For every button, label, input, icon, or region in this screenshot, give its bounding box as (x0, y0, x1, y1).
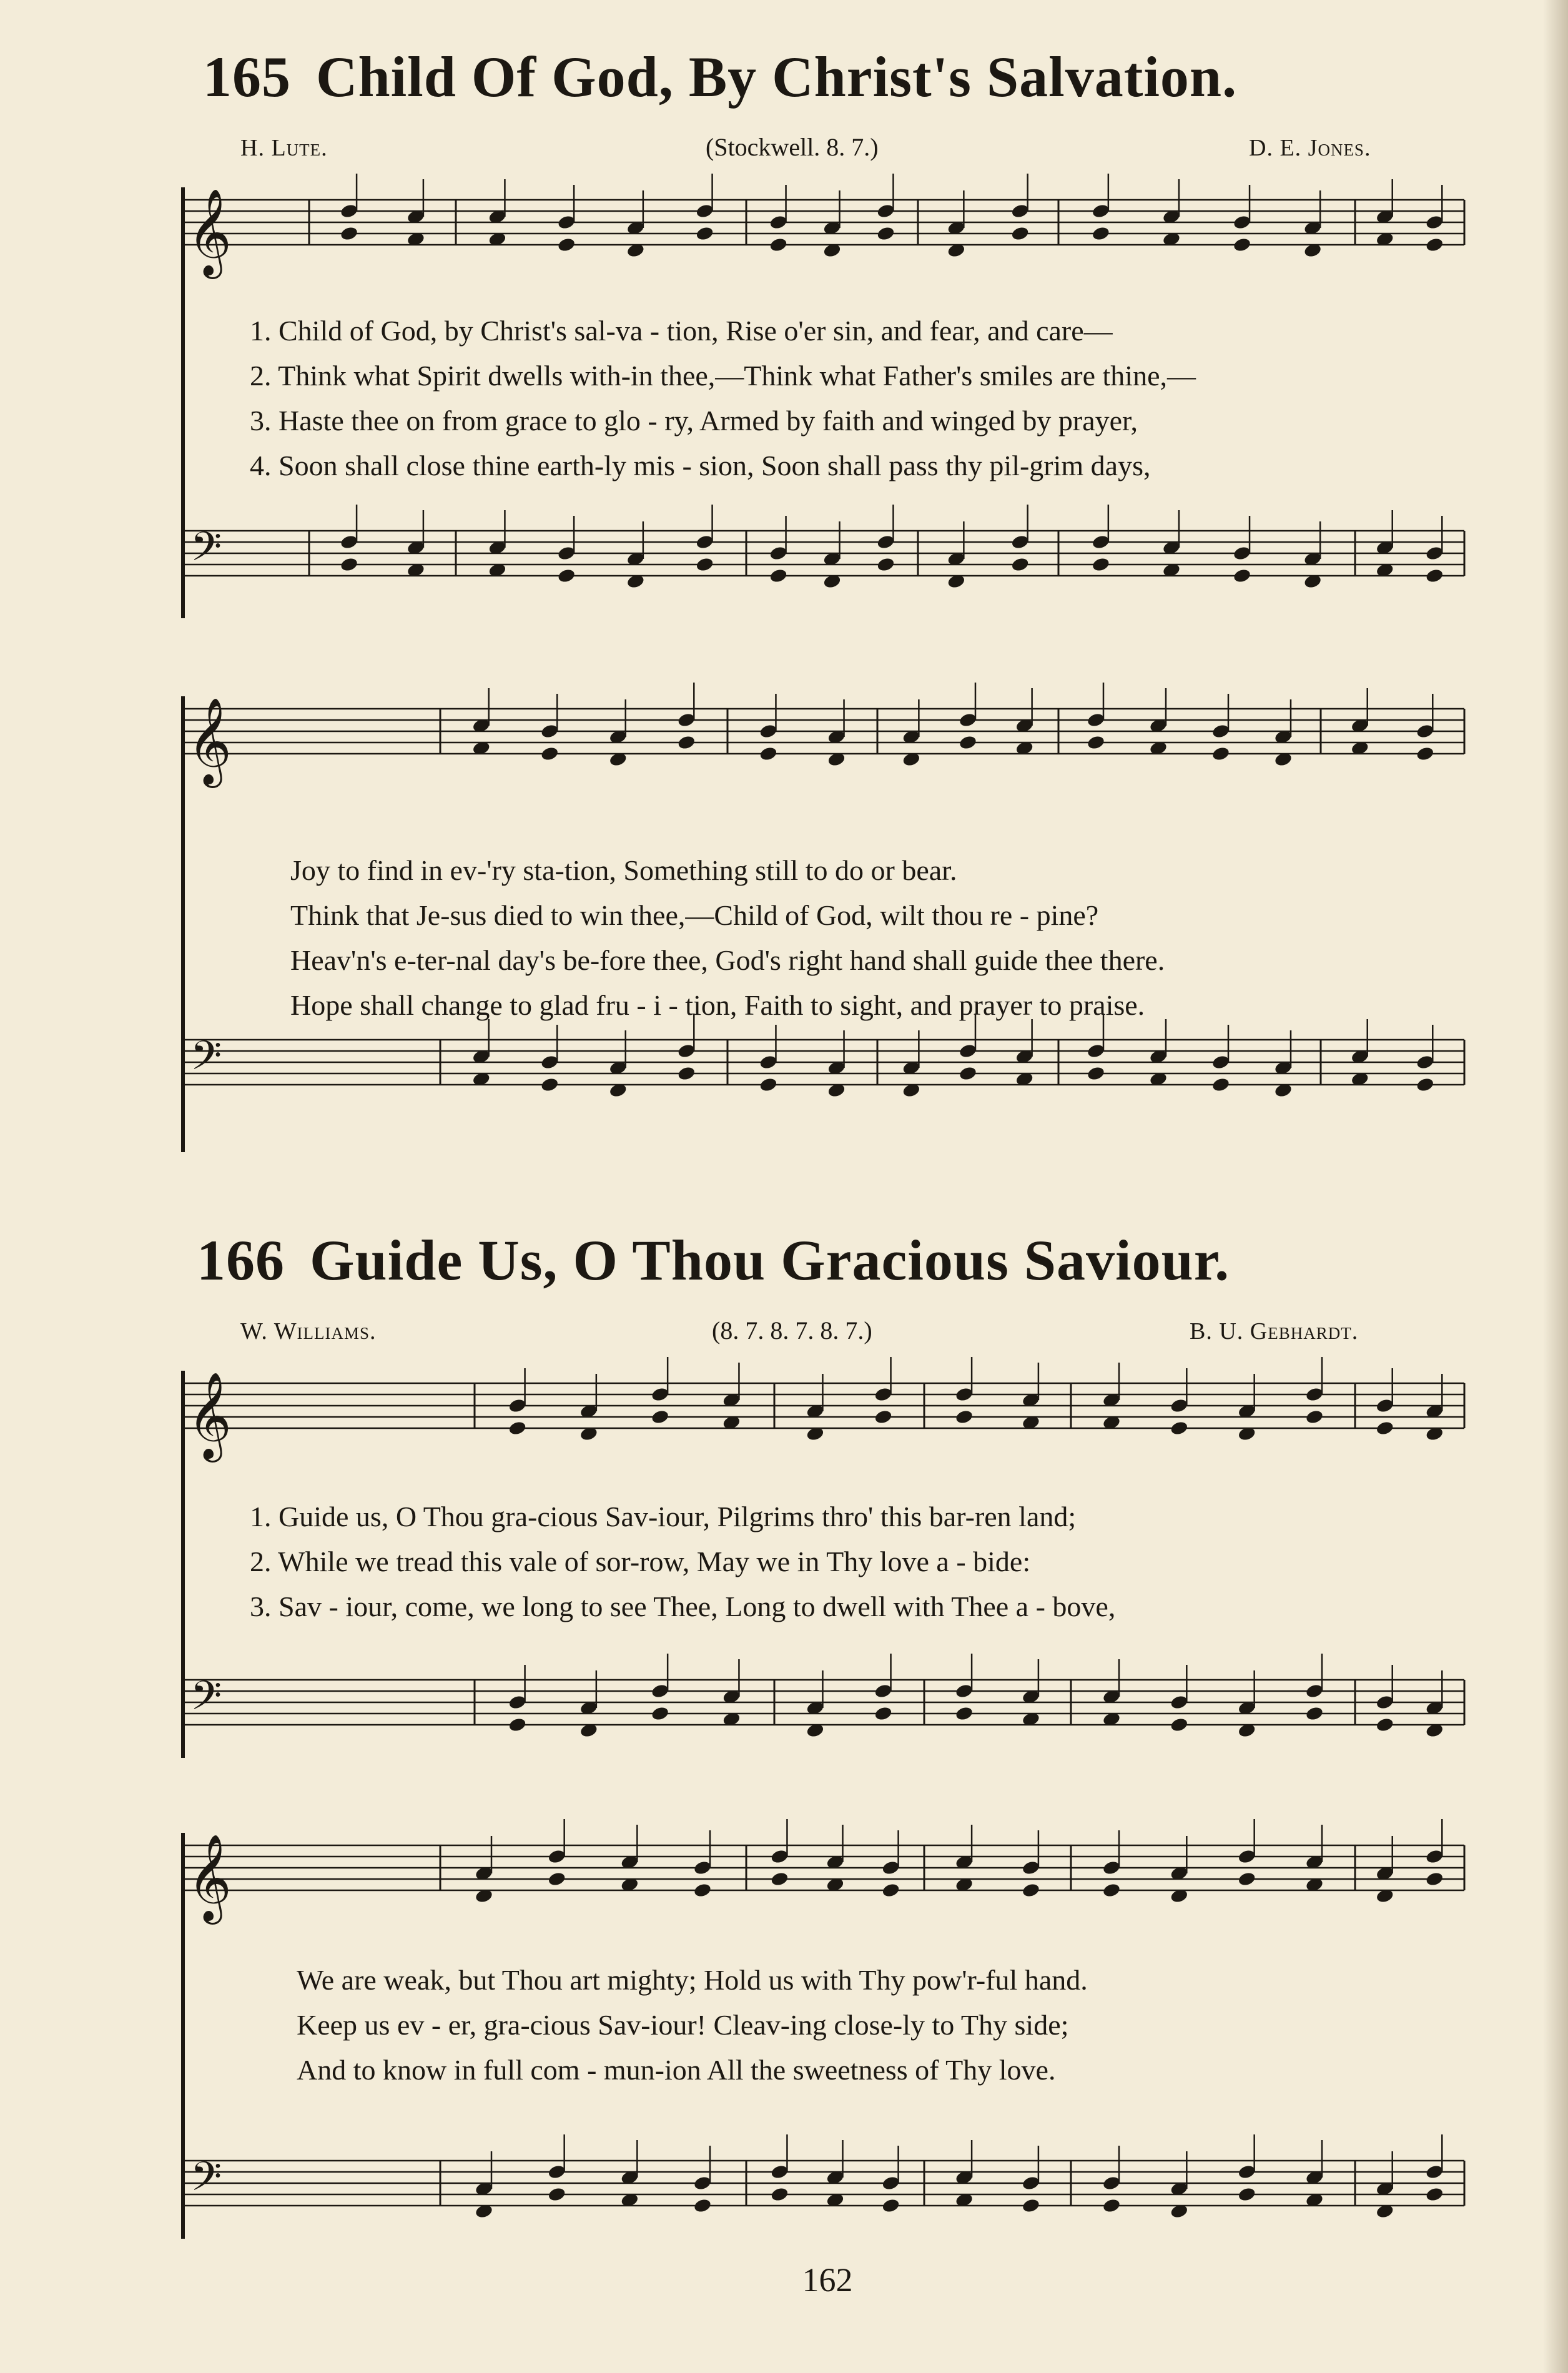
note-head (1010, 556, 1030, 573)
note-head (770, 2186, 789, 2203)
note-head (769, 214, 788, 230)
note-head (1416, 1054, 1435, 1070)
note-head (508, 1694, 527, 1710)
verse-line: And to know in full com - mun-ion All the sweetness of Thy love. (297, 2054, 1056, 2086)
note-head (508, 1717, 527, 1733)
note-head (1416, 1077, 1435, 1093)
note-head (547, 1871, 566, 1887)
note-head (1425, 237, 1444, 253)
note-head (759, 1054, 778, 1070)
note-head (508, 1398, 527, 1414)
verse-line: 4. Soon shall close thine earth-ly mis - sion, Soon shall pass thy pil-grim days, (250, 450, 1151, 481)
note-head (1010, 534, 1030, 550)
note-head (1425, 2186, 1444, 2203)
note-head (340, 225, 359, 242)
note-head (1170, 1717, 1189, 1733)
hymn-number: 165 (203, 45, 291, 109)
note-head (340, 534, 359, 550)
hymn-author: H. Lute. (240, 135, 328, 161)
note-head (1092, 556, 1111, 573)
note-head (651, 1683, 670, 1699)
note-head (876, 534, 895, 550)
note-head (677, 734, 696, 751)
note-head (769, 568, 788, 584)
note-head (1211, 1077, 1231, 1093)
note-head (770, 1871, 789, 1887)
note-head (1375, 1398, 1394, 1414)
note-head (770, 2164, 789, 2180)
note-head (1233, 237, 1252, 253)
hymn-title: Guide Us, O Thou Gracious Saviour. (310, 1228, 1230, 1292)
note-head (1305, 1386, 1324, 1403)
note-head (1416, 723, 1435, 739)
note-head (557, 237, 576, 253)
note-head (770, 1848, 789, 1865)
note-head (1092, 203, 1111, 219)
note-head (693, 1882, 713, 1898)
note-heads (340, 174, 1444, 2219)
clef-glyph: 𝄢 (190, 524, 222, 580)
note-head (1305, 1409, 1324, 1425)
hymn-number: 166 (197, 1228, 285, 1292)
note-head (959, 712, 978, 728)
note-head (693, 1860, 713, 1876)
note-head (881, 2175, 900, 2191)
note-head (1375, 1717, 1394, 1733)
note-head (1211, 1054, 1231, 1070)
note-head (874, 1683, 893, 1699)
hymn-meter: (8. 7. 8. 7. 8. 7.) (712, 1316, 872, 1344)
clef-glyph: 𝄞 (187, 698, 232, 784)
note-head (1092, 534, 1111, 550)
note-head (955, 1705, 974, 1722)
clef-glyph: 𝄢 (190, 1033, 222, 1089)
note-head (1237, 1871, 1256, 1887)
note-head (1022, 2198, 1041, 2214)
note-head (1211, 723, 1231, 739)
note-head (677, 1043, 696, 1059)
note-head (1087, 734, 1106, 751)
note-head (1022, 1860, 1041, 1876)
note-head (695, 534, 714, 550)
note-head (1233, 545, 1252, 561)
hymn-author: W. Williams. (240, 1318, 377, 1344)
note-head (540, 1077, 560, 1093)
note-head (759, 1077, 778, 1093)
note-head (1211, 746, 1231, 762)
note-head (759, 746, 778, 762)
note-head (876, 556, 895, 573)
note-head (557, 214, 576, 230)
note-head (1416, 746, 1435, 762)
note-head (881, 2198, 900, 2214)
clef-glyph: 𝄞 (187, 1372, 232, 1459)
verse-line: 2. Think what Spirit dwells with-in thee,—Think what Father's smiles are thine,— (250, 360, 1196, 392)
note-head (677, 712, 696, 728)
note-head (508, 1420, 527, 1436)
note-head (1092, 225, 1111, 242)
note-head (1102, 2198, 1122, 2214)
note-head (1087, 1065, 1106, 1082)
note-head (651, 1386, 670, 1403)
note-head (955, 1409, 974, 1425)
note-head (1425, 1848, 1444, 1865)
note-head (955, 1386, 974, 1403)
note-head (540, 723, 560, 739)
note-head (340, 203, 359, 219)
note-head (1170, 1694, 1189, 1710)
verse-line: Heav'n's e-ter-nal day's be-fore thee, God's right hand shall guide thee there. (290, 944, 1165, 976)
verse-line: 2. While we tread this vale of sor-row, May we in Thy love a - bide: (250, 1546, 1031, 1577)
hymn-meter: (Stockwell. 8. 7.) (706, 133, 879, 161)
note-head (874, 1386, 893, 1403)
verse-line: Keep us ev - er, gra-cious Sav-iour! Cleav-ing close-ly to Thy side; (297, 2009, 1069, 2041)
page-number: 162 (802, 2261, 853, 2299)
note-head (693, 2175, 713, 2191)
note-head (1305, 1705, 1324, 1722)
note-head (876, 203, 895, 219)
note-head (1237, 1848, 1256, 1865)
note-head (1375, 1420, 1394, 1436)
hymn-title: Child Of God, By Christ's Salvation. (316, 45, 1238, 109)
note-head (547, 2186, 566, 2203)
verse-line: Hope shall change to glad fru - i - tion, Faith to sight, and prayer to praise. (290, 989, 1145, 1021)
note-head (1022, 1882, 1041, 1898)
clef-glyph: 𝄢 (190, 1673, 222, 1729)
note-head (874, 1409, 893, 1425)
note-head (1425, 568, 1444, 584)
note-head (1237, 2186, 1256, 2203)
note-head (874, 1705, 893, 1722)
note-head (1170, 1398, 1189, 1414)
verse-line: 3. Sav - iour, come, we long to see Thee, Long to dwell with Thee a - bove, (250, 1591, 1116, 1622)
clef-symbols (187, 189, 232, 2210)
note-head (651, 1409, 670, 1425)
note-head (881, 1882, 900, 1898)
note-head (1425, 2164, 1444, 2180)
note-head (1022, 2175, 1041, 2191)
note-head (1102, 1860, 1122, 1876)
note-head (1425, 1871, 1444, 1887)
verse-line: 1. Child of God, by Christ's sal-va - tion, Rise o'er sin, and fear, and care— (250, 315, 1113, 347)
note-head (1087, 1043, 1106, 1059)
note-head (651, 1705, 670, 1722)
verse-line: We are weak, but Thou art mighty; Hold us with Thy pow'r-ful hand. (297, 1964, 1088, 1996)
note-head (769, 237, 788, 253)
note-head (1375, 1694, 1394, 1710)
note-head (1010, 225, 1030, 242)
note-head (340, 556, 359, 573)
note-head (959, 1065, 978, 1082)
note-head (1425, 545, 1444, 561)
verse-line: Joy to find in ev-'ry sta-tion, Something still to do or bear. (290, 854, 957, 886)
note-head (759, 723, 778, 739)
note-head (1087, 712, 1106, 728)
note-head (557, 545, 576, 561)
clef-glyph: 𝄞 (187, 1834, 232, 1921)
note-head (876, 225, 895, 242)
note-head (695, 225, 714, 242)
verse-line: 1. Guide us, O Thou gra-cious Sav-iour, Pilgrims thro' this bar-ren land; (250, 1501, 1077, 1532)
note-head (547, 2164, 566, 2180)
note-head (959, 734, 978, 751)
note-head (1233, 214, 1252, 230)
note-head (881, 1860, 900, 1876)
hymn-composer: D. E. Jones. (1249, 135, 1371, 161)
note-head (1102, 2175, 1122, 2191)
note-head (693, 2198, 713, 2214)
note-head (959, 1043, 978, 1059)
note-head (677, 1065, 696, 1082)
note-head (695, 556, 714, 573)
note-head (557, 568, 576, 584)
clef-glyph: 𝄢 (190, 2154, 222, 2210)
verse-line: 3. Haste thee on from grace to glo - ry, Armed by faith and winged by prayer, (250, 405, 1138, 437)
note-head (1010, 203, 1030, 219)
note-head (540, 746, 560, 762)
note-head (1425, 214, 1444, 230)
note-head (1102, 1882, 1122, 1898)
note-head (955, 1683, 974, 1699)
note-head (695, 203, 714, 219)
note-head (769, 545, 788, 561)
note-head (540, 1054, 560, 1070)
note-head (1170, 1420, 1189, 1436)
note-head (547, 1848, 566, 1865)
clef-glyph: 𝄞 (187, 189, 232, 275)
note-head (1237, 2164, 1256, 2180)
note-head (1233, 568, 1252, 584)
staff-lines (184, 200, 1464, 2206)
note-head (1305, 1683, 1324, 1699)
verse-line: Think that Je-sus died to win thee,—Child of God, wilt thou re - pine? (290, 899, 1099, 931)
hymn-composer: B. U. Gebhardt. (1190, 1318, 1359, 1344)
